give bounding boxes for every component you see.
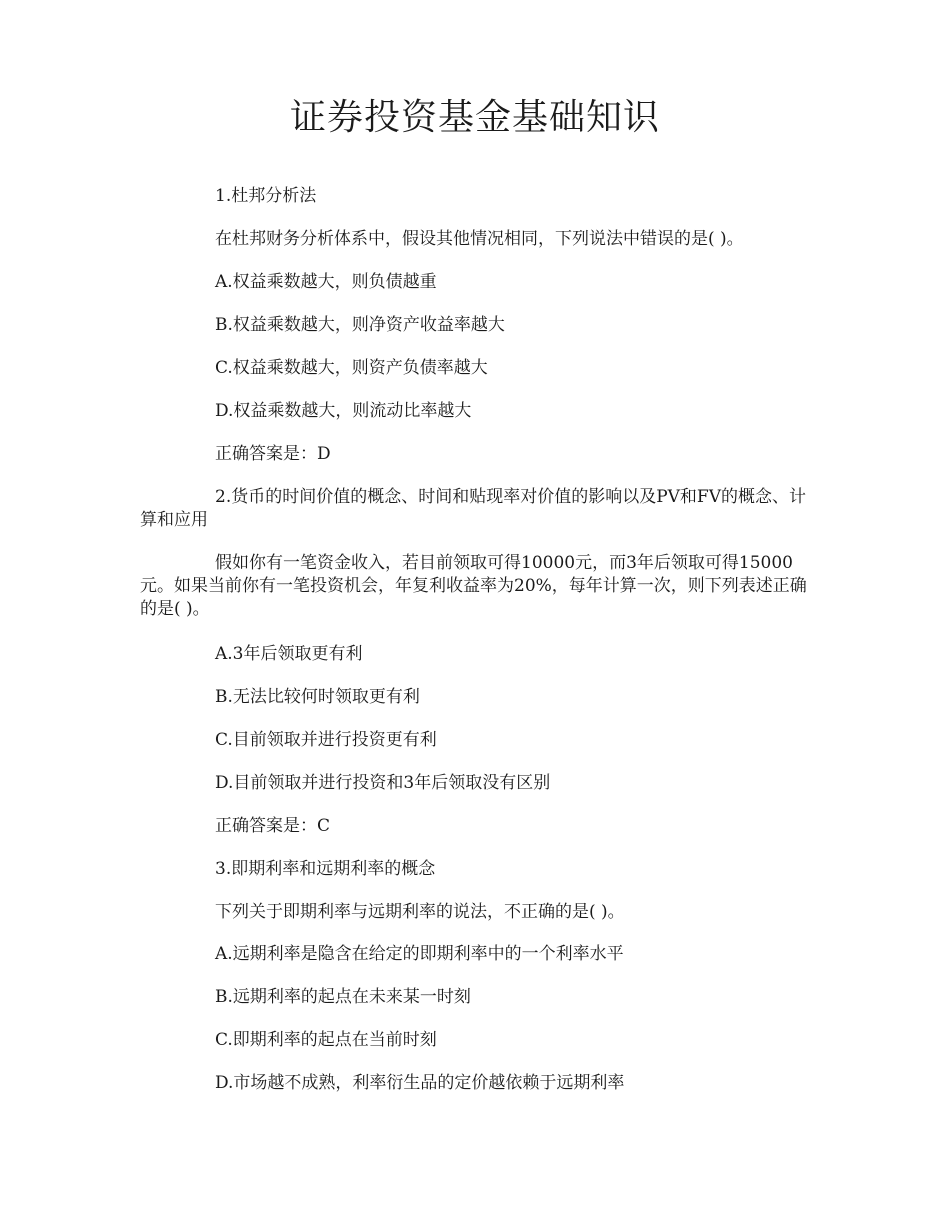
- q2-option-a: A.3年后领取更有利: [215, 644, 363, 664]
- q1-option-c: C.权益乘数越大，则资产负债率越大: [215, 358, 488, 378]
- q1-answer: 正确答案是：D: [215, 444, 331, 464]
- q1-option-d: D.权益乘数越大，则流动比率越大: [215, 401, 472, 421]
- q3-option-a: A.远期利率是隐含在给定的即期利率中的一个利率水平: [215, 944, 624, 964]
- q3-option-c: C.即期利率的起点在当前时刻: [215, 1030, 437, 1050]
- q3-stem: 下列关于即期利率与远期利率的说法，不正确的是( )。: [215, 902, 625, 922]
- q1-option-a: A.权益乘数越大，则负债越重: [215, 272, 437, 292]
- q2-option-c: C.目前领取并进行投资更有利: [215, 730, 437, 750]
- q3-heading: 3.即期利率和远期利率的概念: [215, 859, 436, 879]
- q3-option-d: D.市场越不成熟，利率衍生品的定价越依赖于远期利率: [215, 1073, 625, 1093]
- q2-option-d: D.目前领取并进行投资和3年后领取没有区别: [215, 773, 551, 793]
- q2-answer: 正确答案是：C: [215, 816, 331, 836]
- q2-stem: 假如你有一笔资金收入，若目前领取可得10000元，而3年后领取可得15000元。如果当前你有一笔投资机会，年复利收益率为20%，每年计算一次，则下列表述正确的是( )。: [140, 553, 807, 619]
- q2-option-b: B.无法比较何时领取更有利: [215, 687, 420, 707]
- q3-option-b: B.远期利率的起点在未来某一时刻: [215, 987, 471, 1007]
- q2-heading: 2.货币的时间价值的概念、时间和贴现率对价值的影响以及PV和FV的概念、计算和应用: [140, 487, 807, 530]
- q1-stem: 在杜邦财务分析体系中，假设其他情况相同，下列说法中错误的是( )。: [215, 229, 744, 249]
- q1-heading: 1.杜邦分析法: [215, 186, 317, 206]
- document-title: 证券投资基金基础知识: [289, 97, 660, 138]
- q1-option-b: B.权益乘数越大，则净资产收益率越大: [215, 315, 505, 335]
